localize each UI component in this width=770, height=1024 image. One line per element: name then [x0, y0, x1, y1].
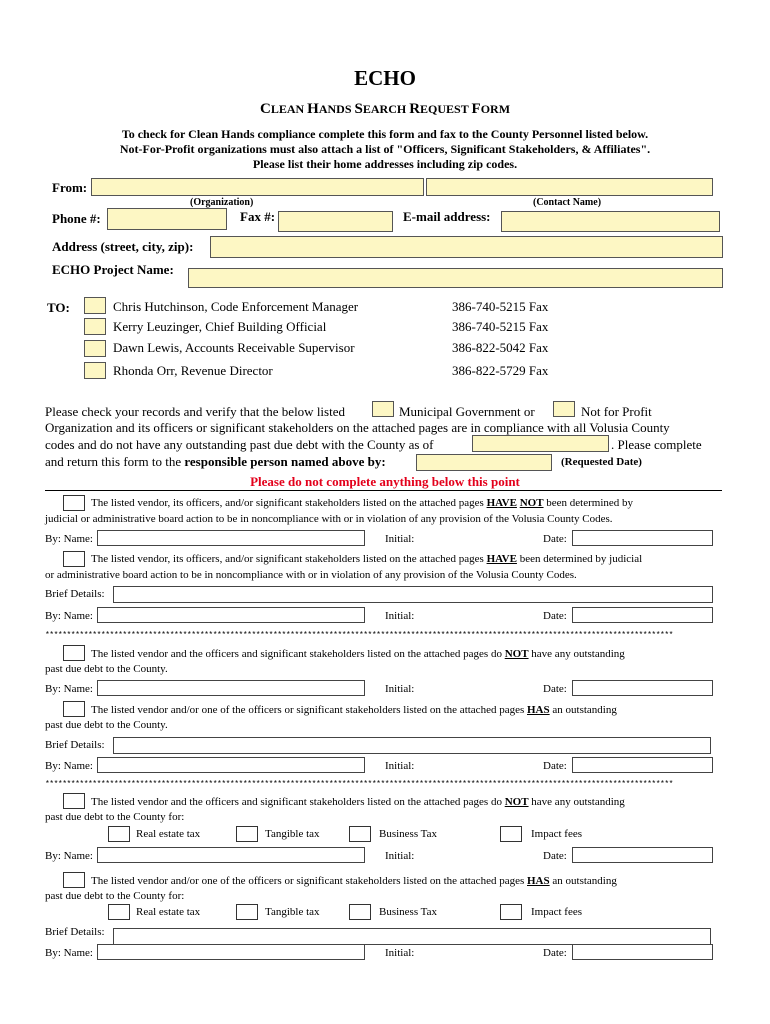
- text-part: an outstanding: [549, 875, 617, 887]
- text-part: have any outstanding: [528, 648, 625, 660]
- by-name-input[interactable]: [97, 944, 365, 960]
- initial-label: Initial:: [385, 850, 415, 862]
- impact-fees-checkbox[interactable]: [500, 826, 522, 842]
- recipient-checkbox[interactable]: [84, 318, 106, 335]
- by-name-label: By: Name:: [45, 610, 93, 622]
- instructions-line-2: Not-For-Profit organizations must also attach a list of "Officers, Significant Stakeholders, & Affiliates".: [119, 142, 651, 156]
- organization-input[interactable]: [91, 178, 424, 196]
- by-name-label: By: Name:: [45, 947, 93, 959]
- initial-label: Initial:: [385, 610, 415, 622]
- section-5-text-cont: past due debt to the County for:: [45, 811, 185, 823]
- request-line-1c: Not for Profit: [581, 404, 652, 419]
- date-label: Date:: [543, 683, 567, 695]
- request-line-4a: and return this form to the: [45, 454, 185, 469]
- subtitle-part: LEAN: [270, 102, 308, 116]
- fax-label: Fax #:: [240, 209, 276, 224]
- by-name-label: By: Name:: [45, 683, 93, 695]
- subtitle-part: ANDS: [318, 102, 355, 116]
- section-1-text: [91, 497, 633, 509]
- subtitle-part: S: [354, 101, 363, 117]
- fax-input[interactable]: [278, 211, 393, 232]
- instructions-line-3: Please list their home addresses including zip codes.: [252, 157, 518, 171]
- real-estate-tax-checkbox[interactable]: [108, 826, 130, 842]
- by-name-label: By: Name:: [45, 533, 93, 545]
- text-part: been determined by judicial: [516, 553, 643, 565]
- business-tax-label: Business Tax: [379, 828, 438, 840]
- initial-label: Initial:: [385, 533, 415, 545]
- from-label: From:: [52, 180, 88, 195]
- noncompliance-have-checkbox[interactable]: [63, 551, 85, 567]
- section-3-text-cont: past due debt to the County.: [45, 663, 168, 675]
- text-part: The listed vendor and/or one of the officers or significant stakeholders listed on the attached pages: [91, 704, 527, 716]
- section-2-text: [91, 553, 642, 565]
- text-emphasis: NOT: [519, 497, 544, 509]
- recipient-fax: 386-822-5042 Fax: [452, 340, 549, 355]
- text-emphasis: HAS: [527, 704, 550, 716]
- request-line-4b: responsible person named above by:: [184, 454, 386, 469]
- subtitle-part: ORM: [480, 102, 511, 116]
- text-emphasis: NOT: [504, 648, 529, 660]
- initial-label: Initial:: [385, 683, 415, 695]
- date-input[interactable]: [572, 847, 713, 863]
- real-estate-tax-checkbox[interactable]: [108, 904, 130, 920]
- date-label: Date:: [543, 533, 567, 545]
- form-title: ECHO: [354, 66, 416, 90]
- municipal-government-checkbox[interactable]: [372, 401, 394, 417]
- section-2-text-cont: or administrative board action to be in noncompliance with or in violation of any provision of the Volusia County Codes.: [45, 569, 577, 581]
- brief-details-label: Brief Details:: [45, 739, 105, 751]
- not-for-profit-checkbox[interactable]: [553, 401, 575, 417]
- recipient-name: Chris Hutchinson, Code Enforcement Manager: [113, 299, 359, 314]
- by-name-input[interactable]: [97, 847, 365, 863]
- brief-details-input[interactable]: [113, 737, 711, 754]
- by-name-input[interactable]: [97, 680, 365, 696]
- recipient-name: Kerry Leuzinger, Chief Building Official: [113, 319, 327, 334]
- has-outstanding-debt-for-checkbox[interactable]: [63, 872, 85, 888]
- contact-name-input[interactable]: [426, 178, 713, 196]
- recipient-checkbox[interactable]: [84, 340, 106, 357]
- section-1-text-cont: judicial or administrative board action to be in noncompliance with or in violation of any provision of the Volusia County Codes.: [45, 513, 613, 525]
- subtitle-part: R: [409, 101, 421, 117]
- by-name-label: By: Name:: [45, 760, 93, 772]
- text-part: have any outstanding: [528, 796, 625, 808]
- subtitle-part: F: [471, 101, 481, 117]
- initial-label: Initial:: [385, 947, 415, 959]
- text-part: The listed vendor, its officers, and/or significant stakeholders listed on the attached pages: [91, 497, 487, 509]
- contact-name-caption: (Contact Name): [533, 197, 602, 208]
- subtitle-part: EARCH: [362, 102, 410, 116]
- phone-input[interactable]: [107, 208, 227, 230]
- text-part: The listed vendor and/or one of the officers or significant stakeholders listed on the attached pages: [91, 875, 527, 887]
- email-label: E-mail address:: [403, 209, 491, 224]
- tangible-tax-label: Tangible tax: [265, 906, 320, 918]
- as-of-date-input[interactable]: [472, 435, 609, 452]
- no-outstanding-debt-for-checkbox[interactable]: [63, 793, 85, 809]
- brief-details-input[interactable]: [113, 928, 711, 945]
- real-estate-tax-label: Real estate tax: [136, 828, 201, 840]
- section-6-text-cont: past due debt to the County for:: [45, 890, 185, 902]
- recipient-fax: 386-740-5215 Fax: [452, 299, 549, 314]
- separator: **************************************************************************************************************************************************: [45, 631, 673, 640]
- email-input[interactable]: [501, 211, 720, 232]
- date-input[interactable]: [572, 607, 713, 623]
- has-outstanding-debt-checkbox[interactable]: [63, 701, 85, 717]
- subtitle-part: EQUEST: [420, 102, 472, 116]
- impact-fees-label: Impact fees: [531, 828, 582, 840]
- recipient-name: Rhonda Orr, Revenue Director: [113, 363, 273, 378]
- recipient-fax: 386-740-5215 Fax: [452, 319, 549, 334]
- recipient-checkbox[interactable]: [84, 297, 106, 314]
- impact-fees-label: Impact fees: [531, 906, 582, 918]
- tangible-tax-checkbox[interactable]: [236, 826, 258, 842]
- subtitle-part: H: [307, 101, 319, 117]
- instructions-line-1: To check for Clean Hands compliance complete this form and fax to the County Personnel listed below.: [121, 127, 649, 141]
- section-4-text-cont: past due debt to the County.: [45, 719, 168, 731]
- by-name-input[interactable]: [97, 607, 365, 623]
- request-line-3b: . Please complete: [611, 437, 702, 452]
- business-tax-checkbox[interactable]: [349, 826, 371, 842]
- date-input[interactable]: [572, 944, 713, 960]
- by-name-input[interactable]: [97, 757, 365, 773]
- request-line-4: [45, 454, 386, 470]
- impact-fees-checkbox[interactable]: [500, 904, 522, 920]
- requested-date-input[interactable]: [416, 454, 552, 471]
- subtitle-part: C: [259, 101, 271, 117]
- no-outstanding-debt-checkbox[interactable]: [63, 645, 85, 661]
- text-emphasis: HAVE: [486, 553, 517, 565]
- address-label: Address (street, city, zip):: [52, 239, 194, 254]
- noncompliance-not-checkbox[interactable]: [63, 495, 85, 511]
- to-label: TO:: [47, 300, 70, 315]
- date-label: Date:: [543, 610, 567, 622]
- address-input[interactable]: [210, 236, 723, 258]
- brief-details-label: Brief Details:: [45, 926, 105, 938]
- text-part: The listed vendor and the officers and significant stakeholders listed on the attached pages do: [91, 648, 505, 660]
- organization-caption: (Organization): [190, 197, 254, 208]
- date-input[interactable]: [572, 680, 713, 696]
- request-line-2: Organization and its officers or significant stakeholders on the attached pages are in compliance with all Volusia County: [45, 420, 670, 435]
- business-tax-checkbox[interactable]: [349, 904, 371, 920]
- date-input[interactable]: [572, 757, 713, 773]
- phone-label: Phone #:: [52, 211, 101, 226]
- request-line-1a: Please check your records and verify that the below listed: [45, 404, 345, 419]
- date-input[interactable]: [572, 530, 713, 546]
- tangible-tax-checkbox[interactable]: [236, 904, 258, 920]
- request-line-3a: codes and do not have any outstanding past due debt with the County as of: [45, 437, 434, 452]
- project-name-label: ECHO Project Name:: [52, 262, 174, 277]
- recipient-name: Dawn Lewis, Accounts Receivable Supervisor: [113, 340, 355, 355]
- initial-label: Initial:: [385, 760, 415, 772]
- request-line-1b: Municipal Government or: [399, 404, 535, 419]
- recipient-checkbox[interactable]: [84, 362, 106, 379]
- date-label: Date:: [543, 850, 567, 862]
- brief-details-label: Brief Details:: [45, 588, 105, 600]
- text-emphasis: HAS: [527, 875, 550, 887]
- section-3-text: [91, 648, 625, 660]
- tangible-tax-label: Tangible tax: [265, 828, 320, 840]
- text-part: The listed vendor and the officers and significant stakeholders listed on the attached pages do: [91, 796, 505, 808]
- date-label: Date:: [543, 760, 567, 772]
- business-tax-label: Business Tax: [379, 906, 438, 918]
- section-4-text: [91, 704, 617, 716]
- text-emphasis: NOT: [504, 796, 529, 808]
- form-subtitle: [0, 101, 770, 118]
- separator: **************************************************************************************************************************************************: [45, 780, 673, 789]
- text-part: been determined by: [543, 497, 634, 509]
- project-name-input[interactable]: [188, 268, 723, 288]
- date-label: Date:: [543, 947, 567, 959]
- real-estate-tax-label: Real estate tax: [136, 906, 201, 918]
- section-5-text: [91, 796, 625, 808]
- text-part: The listed vendor, its officers, and/or significant stakeholders listed on the attached pages: [91, 553, 487, 565]
- section-6-text: [91, 875, 617, 887]
- do-not-complete-notice: Please do not complete anything below this point: [250, 474, 520, 489]
- by-name-label: By: Name:: [45, 850, 93, 862]
- brief-details-input[interactable]: [113, 586, 713, 603]
- text-emphasis: HAVE: [486, 497, 517, 509]
- requested-date-caption: (Requested Date): [561, 456, 642, 468]
- recipient-fax: 386-822-5729 Fax: [452, 363, 549, 378]
- by-name-input[interactable]: [97, 530, 365, 546]
- text-part: an outstanding: [549, 704, 617, 716]
- divider-line: [45, 490, 722, 491]
